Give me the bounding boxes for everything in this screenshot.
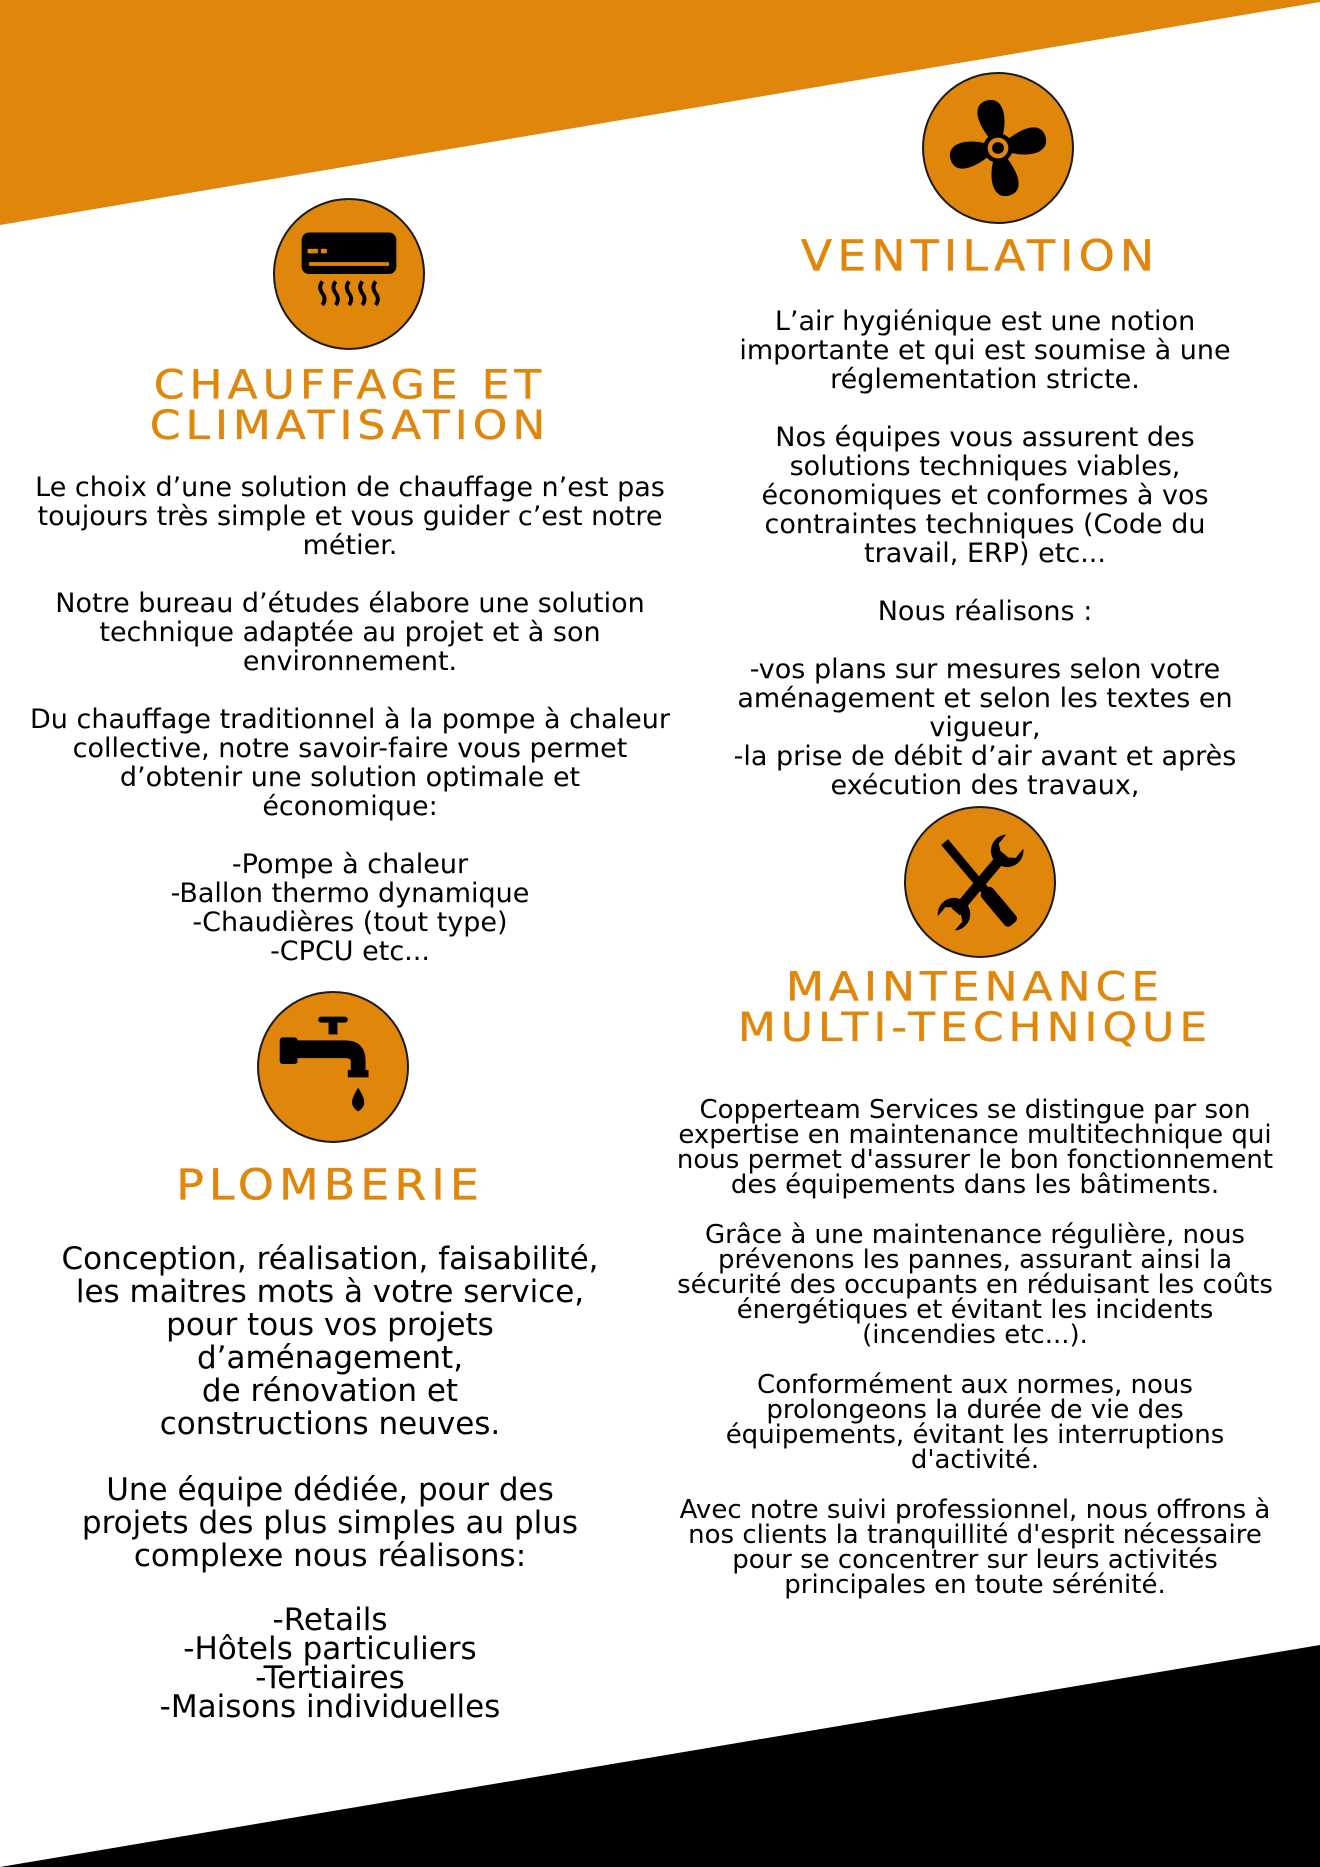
ventilation-paragraph-3: Nous réalisons : bbox=[877, 596, 1093, 627]
chauffage-list-item: -Chaudières (tout type) bbox=[192, 907, 508, 938]
plomberie-paragraph-2-line: Une équipe dédiée, pour des bbox=[106, 1472, 554, 1508]
maintenance-title-line1: MAINTENANCE bbox=[785, 963, 1165, 1011]
chauffage-body bbox=[15, 473, 685, 966]
maintenance-title bbox=[660, 963, 1290, 1052]
plomberie-paragraph-1-line: Conception, réalisation, faisabilité, bbox=[61, 1241, 599, 1277]
plomberie-paragraph-1-line: les maitres mots à votre service, bbox=[75, 1274, 585, 1310]
plomberie-title: PLOMBERIE bbox=[176, 1160, 484, 1210]
maintenance-body bbox=[655, 1095, 1295, 1600]
chauffage-title-line1: CHAUFFAGE ET bbox=[153, 361, 547, 409]
plomberie-paragraph-1-line: de rénovation et bbox=[201, 1373, 459, 1409]
plomberie-paragraph-2-line: projets des plus simples au plus bbox=[81, 1505, 579, 1541]
tools-icon bbox=[904, 806, 1056, 958]
ventilation-paragraph-2: Nos équipes vous assurent des solutions techniques viables, économiques et conformes à vos contraintes techniques (Code du travail, ERP) etc... bbox=[761, 422, 1209, 569]
ventilation-list-item: -vos plans sur mesures selon votre aménagement et selon les textes en vigueur, bbox=[737, 654, 1233, 743]
maintenance-paragraph-1: Copperteam Services se distingue par son expertise en maintenance multitechnique qui nous permet d'assurer le bon fonctionnement des équipements dans les bâtiments. bbox=[676, 1095, 1274, 1200]
plomberie-list-item: -Tertiaires bbox=[255, 1660, 405, 1696]
air-conditioner-icon bbox=[273, 198, 425, 350]
plomberie-list-item: -Maisons individuelles bbox=[159, 1689, 501, 1725]
chauffage-paragraph-2: Notre bureau d’études élabore une solution technique adaptée au projet et à son environnement. bbox=[55, 588, 645, 677]
chauffage-paragraph-1: Le choix d’une solution de chauffage n’est pas toujours très simple et vous guider c’est notre métier. bbox=[35, 472, 665, 561]
ventilation-list-item: -la prise de débit d’air avant et après exécution des travaux, bbox=[733, 741, 1237, 801]
faucet-icon bbox=[257, 991, 409, 1143]
chauffage-paragraph-3: Du chauffage traditionnel à la pompe à chaleur collective, notre savoir-faire vous permet d’obtenir une solution optimale et économique: bbox=[30, 704, 670, 822]
plomberie-list-item: -Retails bbox=[272, 1602, 388, 1638]
maintenance-paragraph-3: Conformément aux normes, nous prolongeons la durée de vie des équipements, évitant les interruptions d'activité. bbox=[725, 1370, 1225, 1475]
maintenance-title-line2: MULTI-TECHNIQUE bbox=[737, 1004, 1213, 1052]
top-orange-band bbox=[0, 0, 1320, 225]
chauffage-list-item: -Pompe à chaleur bbox=[231, 849, 469, 880]
chauffage-list-item: -CPCU etc... bbox=[270, 936, 430, 967]
plomberie-paragraph-1-line: d’aménagement, bbox=[196, 1340, 464, 1376]
chauffage-list-item: -Ballon thermo dynamique bbox=[170, 878, 530, 909]
ventilation-title: VENTILATION bbox=[800, 231, 1160, 281]
plomberie-paragraph-1-line: constructions neuves. bbox=[159, 1406, 501, 1442]
plomberie-paragraph-1-line: pour tous vos projets bbox=[166, 1307, 494, 1343]
plomberie-list-item: -Hôtels particuliers bbox=[183, 1631, 477, 1667]
plomberie-body bbox=[10, 1241, 650, 1725]
chauffage-title-line2: CLIMATISATION bbox=[149, 402, 551, 450]
ventilation-body bbox=[690, 307, 1280, 800]
ventilation-paragraph-1: L’air hygiénique est une notion importante et qui est soumise à une réglementation stricte. bbox=[739, 306, 1231, 395]
maintenance-paragraph-2: Grâce à une maintenance régulière, nous prévenons les pannes, assurant ainsi la sécurité des occupants en réduisant les coûts énergétiques et évitant les incidents (incendies etc...). bbox=[677, 1220, 1273, 1350]
fan-icon bbox=[922, 72, 1074, 224]
plomberie-paragraph-2-line: complexe nous réalisons: bbox=[133, 1538, 527, 1574]
chauffage-title bbox=[70, 361, 630, 450]
maintenance-paragraph-4: Avec notre suivi professionnel, nous offrons à nos clients la tranquillité d'esprit nécessaire pour se concentrer sur leurs activités principales en toute sérénité. bbox=[679, 1495, 1271, 1600]
